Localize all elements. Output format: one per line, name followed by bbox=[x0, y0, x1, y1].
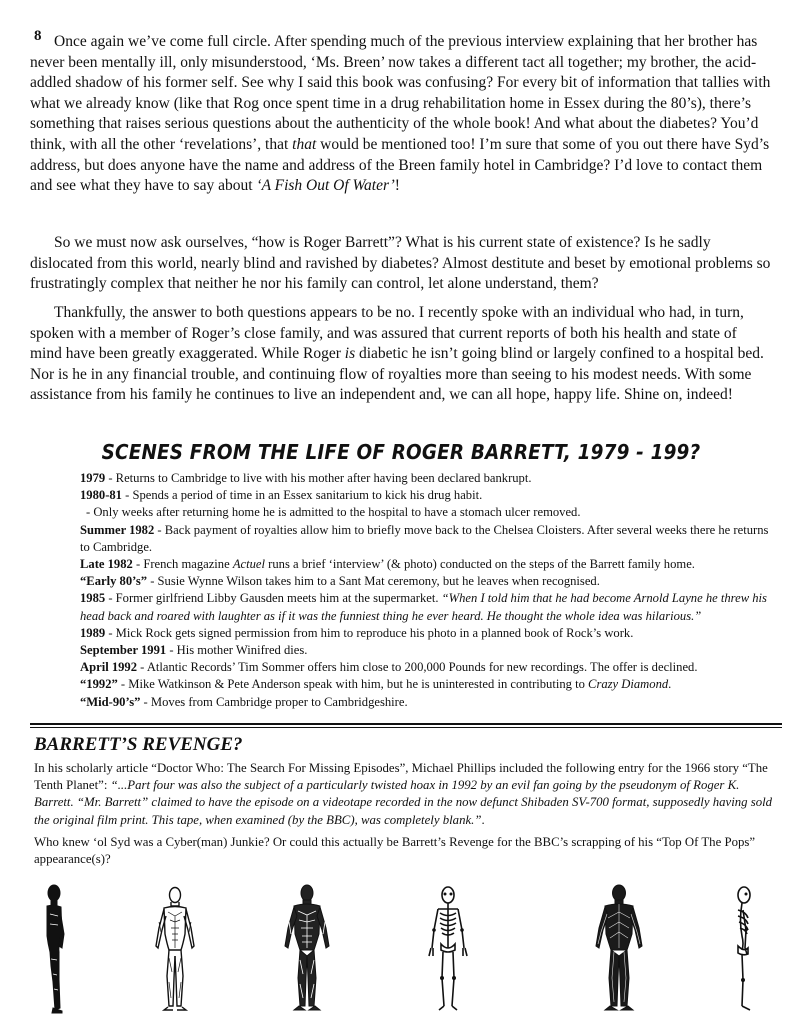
timeline-date: April 1992 bbox=[80, 660, 138, 675]
paragraph-text: Thankfully, the answer to both questions appears to be no. I recently spoke with an individual who had, in turn, spoken with a member of Roger’s close family, and was assured that current reports of both his health and state of mind have been greatly exaggerated. While Roger bbox=[30, 304, 744, 363]
section-divider bbox=[30, 723, 782, 725]
timeline-date: 1980-81 bbox=[80, 488, 122, 503]
paragraph-thankfully bbox=[30, 303, 772, 406]
timeline-date: 1979 bbox=[80, 471, 106, 485]
timeline-text: - Susie Wynne Wilson takes him to a Sant Mat ceremony, but he leaves when recognised. bbox=[147, 574, 600, 589]
timeline-date: “1992” bbox=[80, 677, 118, 692]
timeline-item bbox=[80, 676, 780, 693]
timeline-text: . bbox=[668, 677, 672, 692]
timeline-date: 1989 bbox=[80, 625, 106, 640]
page-number: 8 bbox=[34, 28, 42, 44]
anatomy-figure-skeleton-side bbox=[728, 886, 758, 1014]
paragraph-cyberman bbox=[34, 834, 776, 868]
book-title: ‘A Fish Out Of Water’ bbox=[256, 177, 395, 195]
timeline-text: - Returns to Cambridge to live with his mother after having been declared bankrupt. bbox=[105, 471, 532, 485]
anatomy-figure-skeleton bbox=[425, 886, 471, 1014]
anatomy-figures-row bbox=[0, 880, 802, 1020]
timeline-text: - Back payment of royalties allow him to briefly move back to the Chelsea Cloisters. After several weeks there he returns to Cambridge. bbox=[80, 522, 769, 554]
timeline-item bbox=[80, 556, 780, 573]
paragraph-text: In his scholarly article “Doctor Who: The Search For Missing Episodes”, Michael Phillips included the following entry for the 1966 story “The Tenth Planet”: bbox=[34, 761, 768, 793]
timeline-date: September 1991 bbox=[80, 643, 167, 658]
timeline-item bbox=[80, 590, 780, 624]
anatomy-figure-muscles-detailed bbox=[280, 884, 334, 1014]
paragraph-text: Who knew ‘ol Syd was a Cyber(man) Junkie? Or could this actually be Barrett’s Revenge for the BBC’s scrapping of his “Top Of The Pops” appearance(s)? bbox=[34, 835, 756, 867]
timeline-item bbox=[80, 642, 780, 659]
timeline-item bbox=[80, 659, 780, 676]
timeline-date: “Early 80’s” bbox=[80, 574, 148, 589]
article-quote: “...Part four was also the subject of a particularly twisted hoax in 1992 by an evil fan going by the pseudonym of Roger K. Barrett. “Mr. Barrett” claimed to have the episode on a videotape recorded in the now defunct Shibaden SV-700 format, supposedly having sold the original film print. This tape, when examined (by the BBC), was completely blank.” bbox=[34, 778, 773, 827]
paragraph-how-is-roger bbox=[30, 233, 772, 295]
timeline-date: 1985 bbox=[80, 591, 106, 606]
timeline-text: - Spends a period of time in an Essex sanitarium to kick his drug habit. bbox=[121, 488, 483, 503]
timeline-item bbox=[80, 504, 780, 521]
paragraph-text: So we must now ask ourselves, “how is Roger Barrett”? What is his current state of existence? Is he sadly dislocated from this world, nearly blind and ravished by diabetes? Almost destitute and beset by emotional problems so frustratingly complex that neither he nor his family can control, let alone understand, them? bbox=[30, 234, 771, 293]
timeline-list bbox=[80, 470, 780, 711]
timeline-quote: “When I told him that he had become Arnold Layne he threw his head back and roared with laughter as if it was the funniest thing he ever heard. He thought the whole idea was hilarious.” bbox=[80, 591, 767, 623]
timeline-item bbox=[80, 522, 780, 556]
section-divider-thin bbox=[30, 727, 782, 728]
timeline-text: - His mother Winifred dies. bbox=[166, 643, 308, 658]
paragraph-text: Once again we’ve come full circle. After spending much of the previous interview explaining that her brother has never been mentally ill, only misunderstood, ‘Ms. Breen’ now takes a different tact all together; my brother, the acid-addled shadow of his former self. See why I said this book was confusing? For every bit of information that tallies with what we already know (like that Rog once spent time in a drug rehabilitation home in Essex during the 80’s), there’s something that raises serious questions about the authenticity of the whole book! And what about the diabetes? You’d think, with all the other ‘revelations’, that bbox=[30, 33, 771, 153]
emphasis-text: is bbox=[344, 345, 356, 363]
timeline-heading: SCENES FROM THE LIFE OF ROGER BARRETT, 1979 - 199? bbox=[101, 440, 701, 464]
timeline-text: - Mike Watkinson & Pete Anderson speak with him, but he is uninterested in contributing to bbox=[117, 677, 589, 692]
timeline-text: - Only weeks after returning home he is admitted to the hospital to have a stomach ulcer removed. bbox=[86, 505, 581, 520]
paragraph-text: . bbox=[481, 812, 485, 827]
timeline-text: - Moves from Cambridge proper to Cambridgeshire. bbox=[140, 694, 408, 709]
timeline-date: “Mid-90’s” bbox=[80, 694, 141, 709]
timeline-item bbox=[80, 694, 780, 711]
paragraph-text: ! bbox=[394, 177, 400, 195]
album-title: Crazy Diamond bbox=[588, 677, 669, 692]
paragraph-text: diabetic he isn’t going blind or largely confined to a hospital bed. Nor is he in any financial trouble, and continuing flow of royalties more than seeing to his modest needs. With some assistance from his family he continues to live an independent and, we can all hope, happy life. Shine on, indeed! bbox=[30, 345, 764, 404]
timeline-item bbox=[80, 487, 780, 504]
magazine-title: Actuel bbox=[232, 557, 266, 572]
anatomy-figure-nervous-system bbox=[592, 884, 646, 1014]
timeline-item bbox=[80, 625, 780, 642]
paragraph-doctor-who bbox=[34, 760, 776, 829]
timeline-text: - Former girlfriend Libby Gausden meets him at the supermarket. bbox=[105, 591, 442, 606]
timeline-date: Late 1982 bbox=[80, 557, 133, 572]
paragraph-text: would be mentioned too! I’m sure that some of you out there have Syd’s address, but does anyone have the name and address of the Breen family hotel in Cambridge? I’d love to contact them and see what they have to say about bbox=[30, 135, 770, 195]
timeline-text: - French magazine bbox=[132, 557, 233, 572]
timeline-date: Summer 1982 bbox=[80, 522, 155, 537]
anatomy-figure-muscles-front bbox=[150, 886, 200, 1014]
paragraph-full-circle bbox=[30, 32, 772, 197]
timeline-text: runs a brief ‘interview’ (& photo) conducted on the steps of the Barrett family home. bbox=[265, 557, 695, 572]
timeline-text: - Atlantic Records’ Tim Sommer offers him close to 200,000 Pounds for new recordings. The offer is declined. bbox=[137, 660, 698, 675]
timeline-item bbox=[80, 573, 780, 590]
timeline-text: - Mick Rock gets signed permission from him to reproduce his photo in a planned book of Rock’s work. bbox=[105, 625, 634, 640]
revenge-heading: BARRETT’S REVENGE? bbox=[34, 734, 243, 755]
emphasis-text: that bbox=[292, 135, 317, 153]
anatomy-figure-side-view bbox=[38, 884, 72, 1014]
timeline-item bbox=[80, 470, 780, 487]
